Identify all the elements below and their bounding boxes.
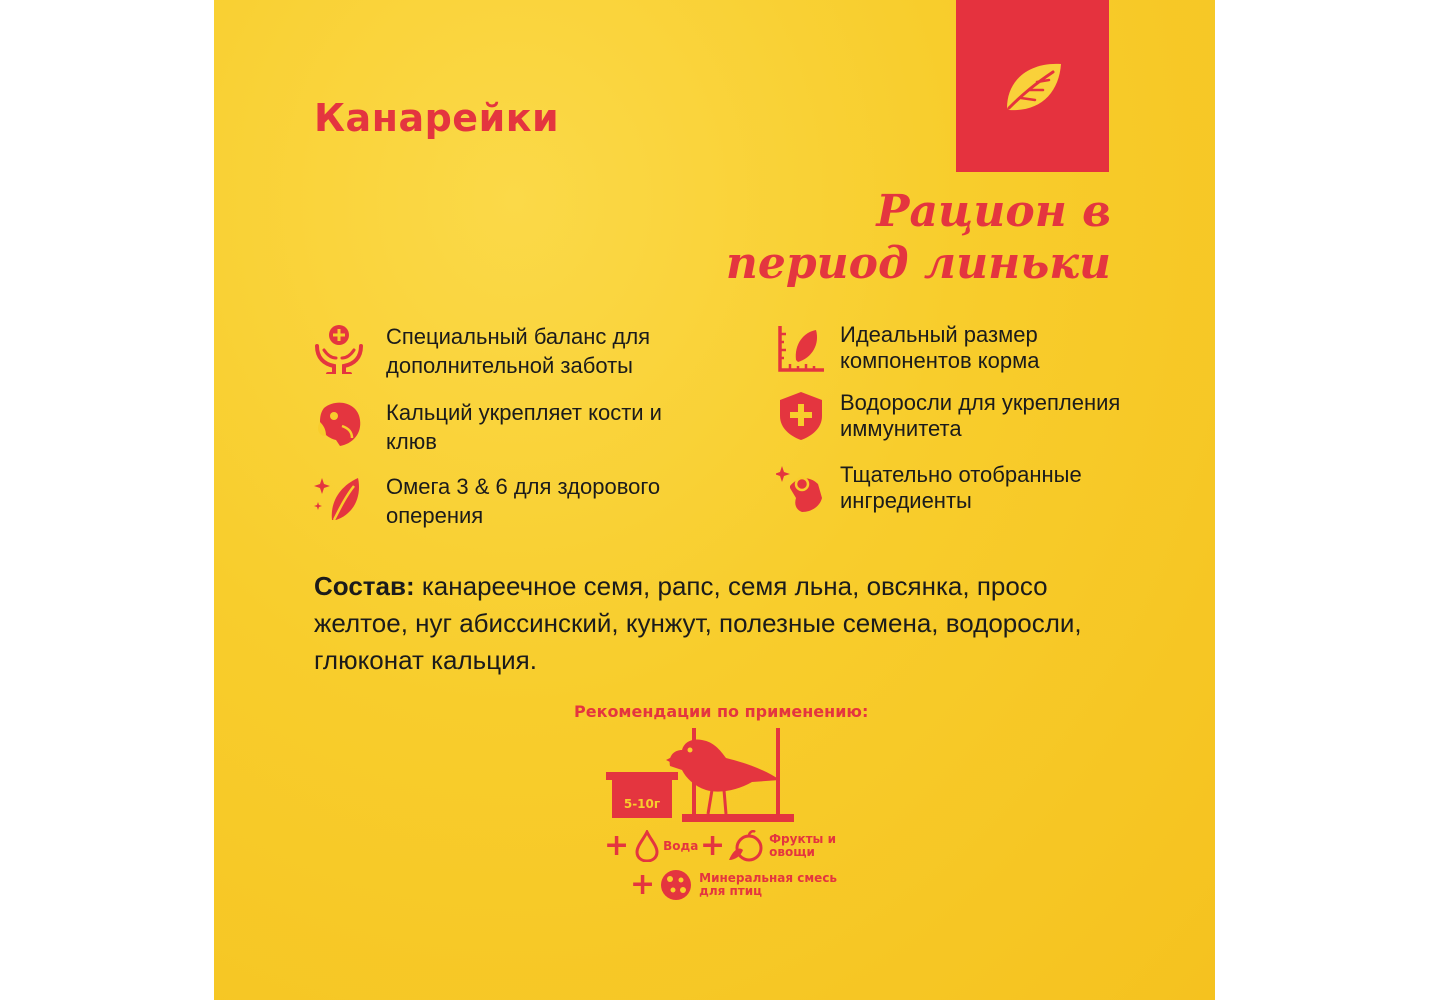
composition-label: Состав:	[314, 571, 415, 601]
feature-balance	[314, 322, 676, 380]
composition	[314, 568, 1134, 679]
feature-ingredients-text: Тщательно отобранные ингредиенты	[840, 462, 1082, 513]
dose-label: 5-10г	[623, 797, 661, 811]
feature-omega-text: Омега 3 & 6 для здорового оперения	[386, 474, 661, 528]
headline	[711, 186, 1111, 290]
sparkle-feather-icon	[314, 472, 364, 524]
feature-ingredients	[776, 462, 1140, 514]
mineral-mix-icon	[659, 868, 693, 902]
recommendations-title: Рекомендации по применению:	[574, 702, 869, 721]
feature-algae	[776, 390, 1140, 442]
water-drop-icon	[633, 830, 661, 862]
fruits-label: Фрукты и овощи	[769, 832, 836, 859]
product-panel	[214, 0, 1215, 1000]
hand-picked-icon	[776, 462, 826, 514]
add-water	[604, 830, 698, 862]
seed-size-icon	[776, 322, 826, 374]
fruits-vegetables-icon	[727, 830, 765, 862]
plus-icon: +	[630, 867, 656, 902]
headline-line-1: Рацион в	[876, 186, 1111, 237]
brand-title: Канарейки	[314, 96, 560, 140]
add-mineral	[630, 868, 849, 902]
feature-calcium-text: Кальций укрепляет кости и клюв	[386, 400, 662, 454]
add-fruits	[700, 830, 849, 862]
bird-feeder-illustration	[602, 728, 832, 828]
plus-icon: +	[604, 828, 630, 863]
mineral-label: Минеральная смесь для птиц	[699, 871, 838, 898]
shield-plus-icon	[776, 390, 826, 442]
leaf-icon	[1001, 58, 1065, 116]
feature-calcium	[314, 398, 676, 456]
plus-icon: +	[700, 828, 726, 863]
headline-line-2: период линьки	[725, 238, 1111, 289]
feature-omega	[314, 472, 676, 530]
water-label: Вода	[663, 838, 699, 853]
feature-size-text: Идеальный размер компонентов корма	[840, 322, 1040, 373]
feature-size	[776, 322, 1140, 374]
composition-text: канареечное семя, рапс, семя льна, овсянка, просо желтое, нуг абиссинский, кунжут, полезные семена, водоросли, глюконат кальция.	[314, 571, 1082, 675]
feature-balance-text: Специальный баланс для дополнительной заботы	[386, 324, 651, 378]
leaf-badge	[956, 0, 1109, 172]
parrot-head-icon	[314, 398, 364, 450]
care-hands-icon	[314, 322, 364, 374]
feature-algae-text: Водоросли для укрепления иммунитета	[840, 390, 1121, 441]
